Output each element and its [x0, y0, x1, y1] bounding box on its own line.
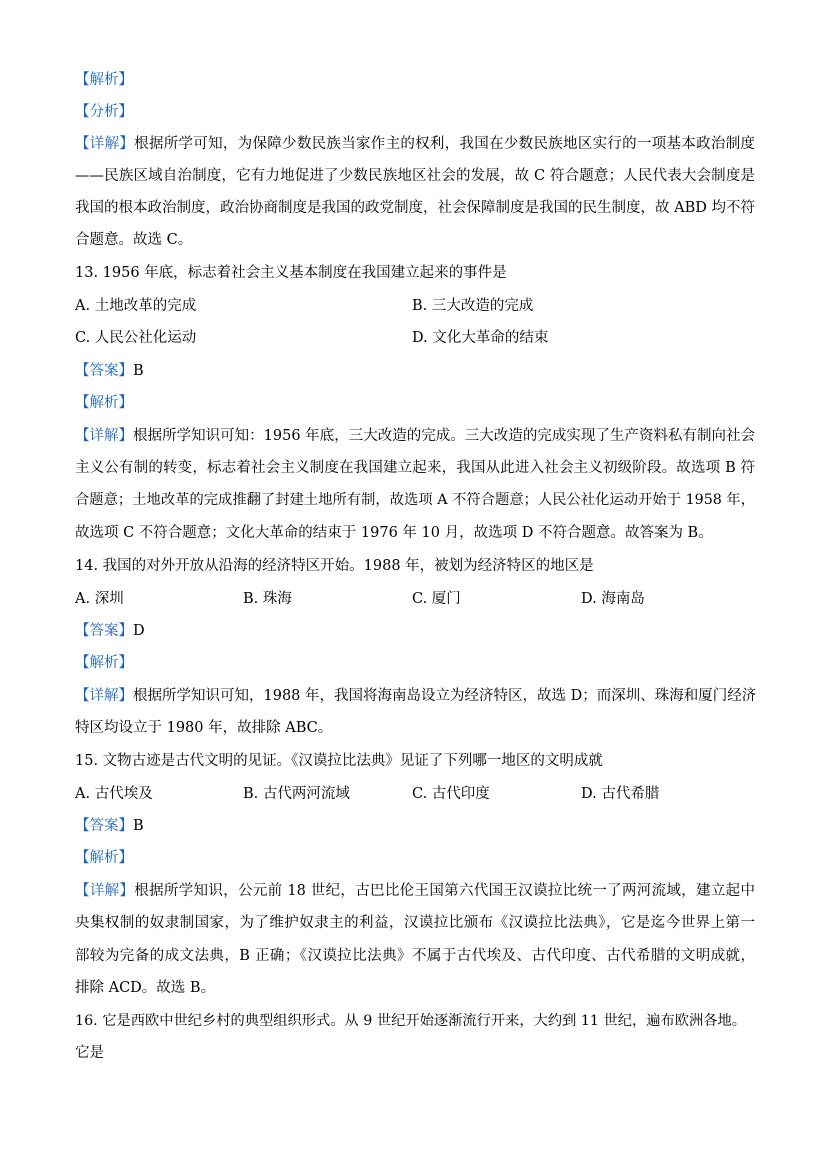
q15-option-b: B. 古代两河流域: [243, 786, 350, 802]
q13-detail-line: 主义公有制的转变，标志着社会主义制度在我国建立起来，我国从此进入社会主义初级阶段。故选项 B 符: [75, 460, 755, 476]
analysis-label: 【解析】: [75, 72, 133, 88]
question-16-stem-continued: 它是: [75, 1045, 104, 1061]
q13-detail-line: 故选项 C 不符合题意；文化大革命的结束于 1976 年 10 月，故选项 D 不符合题意。故答案为 B。: [75, 525, 713, 541]
question-15-stem: 15. 文物古迹是古代文明的见证。《汉谟拉比法典》见证了下列哪一地区的文明成就: [75, 753, 603, 769]
q15-option-d: D. 古代希腊: [581, 786, 660, 802]
q13-detail-line: 合题意；土地改革的完成推翻了封建土地所有制，故选项 A 不符合题意；人民公社化运动开始于 1958 年，: [75, 492, 755, 508]
q15-answer: 【答案】B: [75, 818, 144, 834]
q15-analysis-label: 【解析】: [75, 850, 133, 866]
q14-option-d: D. 海南岛: [581, 591, 645, 607]
q15-option-a: A. 古代埃及: [75, 786, 153, 802]
q15-detail-line: 央集权制的奴隶制国家，为了维护奴隶主的利益，汉谟拉比颁布《汉谟拉比法典》，它是迄今世界上第一: [75, 915, 755, 931]
q14-detail-line: 特区均设立于 1980 年，故排除 ABC。: [75, 720, 333, 736]
q13-option-d: D. 文化大革命的结束: [412, 330, 549, 346]
detail-line: 合题意。故选 C。: [75, 232, 193, 248]
q15-detail-line: 排除 ACD。故选 B。: [75, 980, 216, 996]
q14-option-c: C. 厦门: [412, 591, 461, 607]
q14-analysis-label: 【解析】: [75, 655, 133, 671]
q14-answer: 【答案】D: [75, 623, 145, 639]
q13-answer: 【答案】B: [75, 363, 144, 379]
q14-option-b: B. 珠海: [243, 591, 292, 607]
q13-analysis-label: 【解析】: [75, 395, 133, 411]
q13-detail-line: 【详解】根据所学知识可知：1956 年底，三大改造的完成。三大改造的完成实现了生产资料私有制向社会: [75, 428, 755, 444]
q13-option-c: C. 人民公社化运动: [75, 330, 197, 346]
question-16-stem: 16. 它是西欧中世纪乡村的典型组织形式。从 9 世纪开始逐渐流行开来，大约到 11 世纪，遍布欧洲各地。: [75, 1013, 747, 1029]
detail-line: ——民族区域自治制度，它有力地促进了少数民族地区社会的发展，故 C 符合题意；人民代表大会制度是: [75, 168, 755, 184]
fenxi-label: 【分析】: [75, 104, 133, 120]
q13-option-a: A. 土地改革的完成: [75, 298, 197, 314]
detail-line: 我国的根本政治制度，政治协商制度是我国的政党制度，社会保障制度是我国的民生制度，故 ABD 均不符: [75, 200, 755, 216]
q15-detail-line: 部较为完备的成文法典，B 正确；《汉谟拉比法典》不属于古代埃及、古代印度、古代希腊的文明成就，: [75, 948, 755, 964]
detail-line: 【详解】根据所学可知，为保障少数民族当家作主的权利，我国在少数民族地区实行的一项基本政治制度: [75, 136, 755, 152]
q14-option-a: A. 深圳: [75, 591, 124, 607]
question-14-stem: 14. 我国的对外开放从沿海的经济特区开始。1988 年，被划为经济特区的地区是: [75, 558, 594, 574]
question-13-stem: 13. 1956 年底，标志着社会主义基本制度在我国建立起来的事件是: [75, 265, 507, 281]
q15-option-c: C. 古代印度: [412, 786, 490, 802]
q13-option-b: B. 三大改造的完成: [412, 298, 534, 314]
q14-detail-line: 【详解】根据所学知识可知，1988 年，我国将海南岛设立为经济特区，故选 D；而深圳、珠海和厦门经济: [75, 688, 757, 704]
q15-detail-line: 【详解】根据所学知识，公元前 18 世纪，古巴比伦王国第六代国王汉谟拉比统一了两河流域，建立起中: [75, 883, 756, 899]
